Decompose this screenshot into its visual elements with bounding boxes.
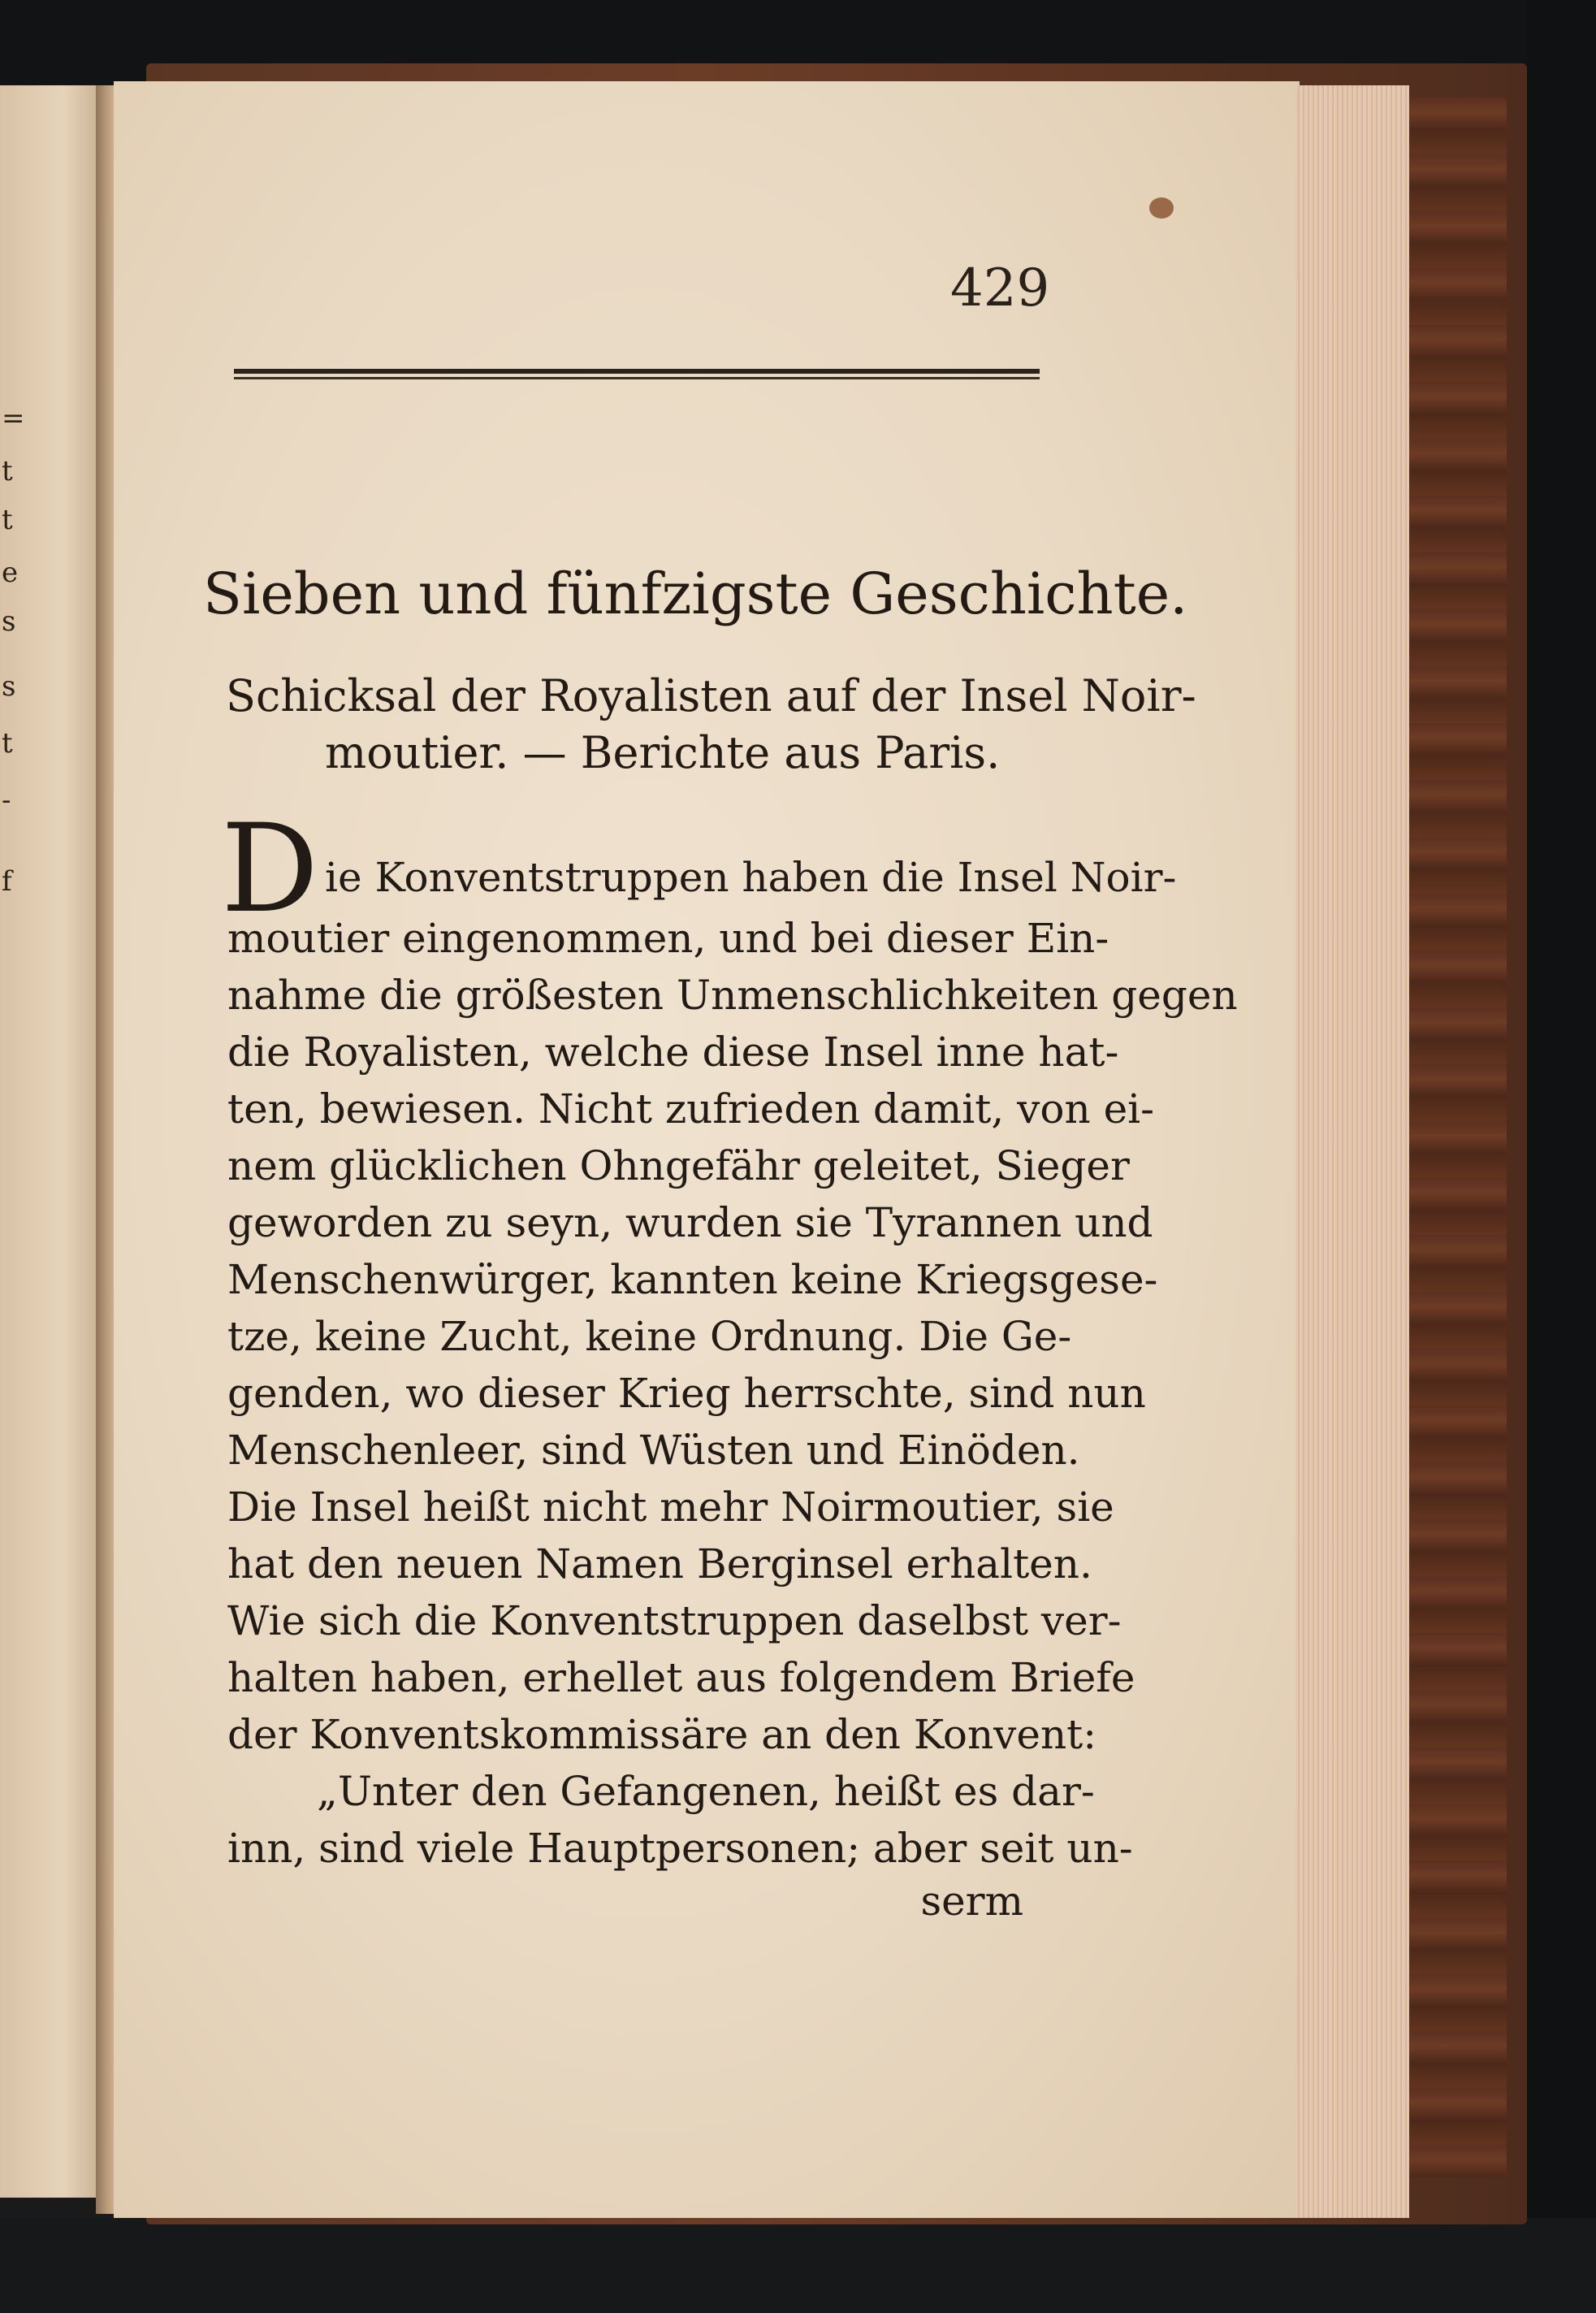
drop-cap: D	[221, 799, 319, 940]
text-line: hat den neuen Namen Berginsel erhalten.	[227, 1540, 1092, 1587]
chapter-title: Sieben und fünfzigste Geschichte.	[203, 561, 1188, 627]
left-page-fragment: -	[2, 784, 11, 816]
left-page-fragment: f	[2, 865, 12, 898]
left-page-fragment: t	[2, 504, 13, 536]
text-line: tze, keine Zucht, keine Ordnung. Die Ge-	[227, 1313, 1072, 1360]
text-line: Die Insel heißt nicht mehr Noirmoutier, sie	[227, 1484, 1114, 1531]
text-line: Wie sich die Konventstruppen daselbst ver-	[227, 1597, 1122, 1644]
text-line: Menschenwürger, kannten keine Kriegsgese-	[227, 1256, 1158, 1303]
background-bottom	[0, 2218, 1596, 2313]
text-line: der Konventskommissäre an den Konvent:	[227, 1711, 1097, 1758]
left-page-fragment: e	[2, 557, 19, 589]
text-line: geworden zu seyn, wurden sie Tyrannen und	[227, 1199, 1153, 1246]
chapter-subtitle-line: Schicksal der Royalisten auf der Insel Noir-	[226, 670, 1196, 721]
text-line: moutier eingenommen, und bei dieser Ein-	[227, 915, 1109, 962]
chapter-subtitle-line: moutier. — Berichte aus Paris.	[325, 727, 1001, 778]
text-line: „Unter den Gefangenen, heißt es dar-	[317, 1768, 1095, 1815]
previous-page	[0, 85, 106, 2198]
text-line: halten haben, erhellet aus folgendem Briefe	[227, 1654, 1135, 1701]
text-line: Menschenleer, sind Wüsten und Einöden.	[227, 1427, 1080, 1474]
text-line: die Royalisten, welche diese Insel inne hat-	[227, 1029, 1119, 1076]
text-line: ten, bewiesen. Nicht zufrieden damit, von ei-	[227, 1085, 1155, 1133]
text-line: genden, wo dieser Krieg herrschte, sind nun	[227, 1370, 1146, 1417]
background-right	[1527, 0, 1596, 2313]
page-number: 429	[950, 258, 1050, 318]
left-page-fragment: =	[2, 402, 25, 435]
page-edges	[1295, 85, 1409, 2218]
catchword: serm	[920, 1878, 1023, 1925]
left-page-fragment: t	[2, 455, 13, 487]
text-line: inn, sind viele Hauptpersonen; aber seit un-	[227, 1825, 1133, 1872]
left-page-fragment: t	[2, 727, 13, 760]
book-spine-edge	[1409, 97, 1507, 2177]
text-line: ie Konventstruppen haben die Insel Noir-	[325, 854, 1177, 901]
text-line: nahme die größesten Unmenschlichkeiten gegen	[227, 972, 1238, 1019]
text-line: nem glücklichen Ohngefähr geleitet, Sieger	[227, 1142, 1130, 1189]
left-page-fragment: s	[2, 670, 16, 703]
paper-stain	[1149, 197, 1174, 219]
header-rule	[234, 362, 1040, 385]
left-page-fragment: s	[2, 605, 16, 638]
